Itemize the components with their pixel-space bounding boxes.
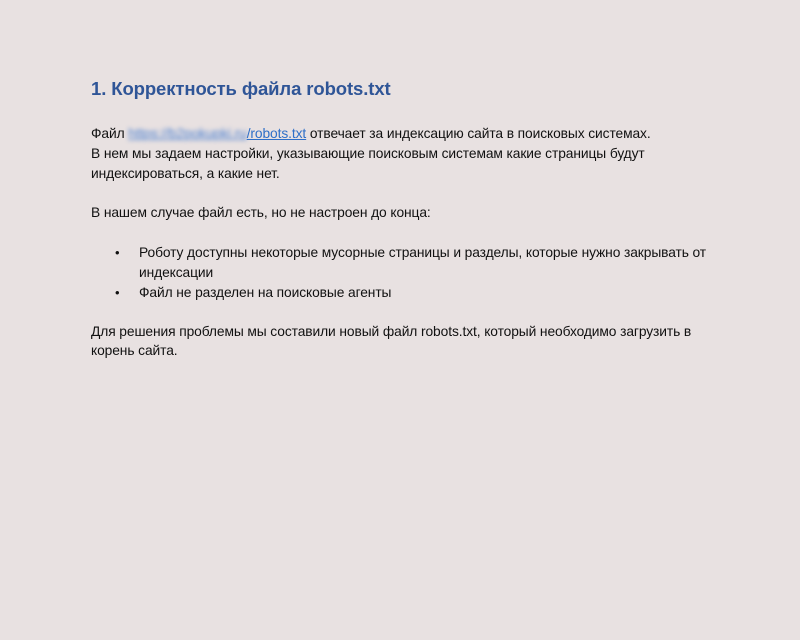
list-item [91,243,731,283]
robots-txt-link[interactable]: /robots.txt [246,126,307,141]
list-item-text: Файл не разделен на поисковые агенты [139,284,392,300]
bullet-icon: • [115,245,120,261]
bullet-icon: • [115,284,120,300]
issues-list [91,243,731,302]
intro-text-before-link: Файл [91,126,129,141]
site-url-blurred-link[interactable]: https://b2pokupki.ru [128,126,247,141]
section-heading: 1. Корректность файла robots.txt [91,78,391,99]
intro-text-rest: В нем мы задаем настройки, указывающие поисковым системам какие страницы будут индексироваться, а какие нет. [91,145,645,181]
solution-paragraph: Для решения проблемы мы составили новый файл robots.txt, который необходимо загрузить в корень сайта. [91,323,692,359]
list-item [91,283,731,303]
intro-text-after-link: отвечает за индексацию сайта в поисковых системах. [306,126,651,141]
status-paragraph: В нашем случае файл есть, но не настроен до конца: [91,205,431,221]
document-content [91,77,731,361]
list-item-text: Роботу доступны некоторые мусорные страницы и разделы, которые нужно закрывать от индексации [139,245,707,280]
robots-intro-paragraph [91,124,731,183]
